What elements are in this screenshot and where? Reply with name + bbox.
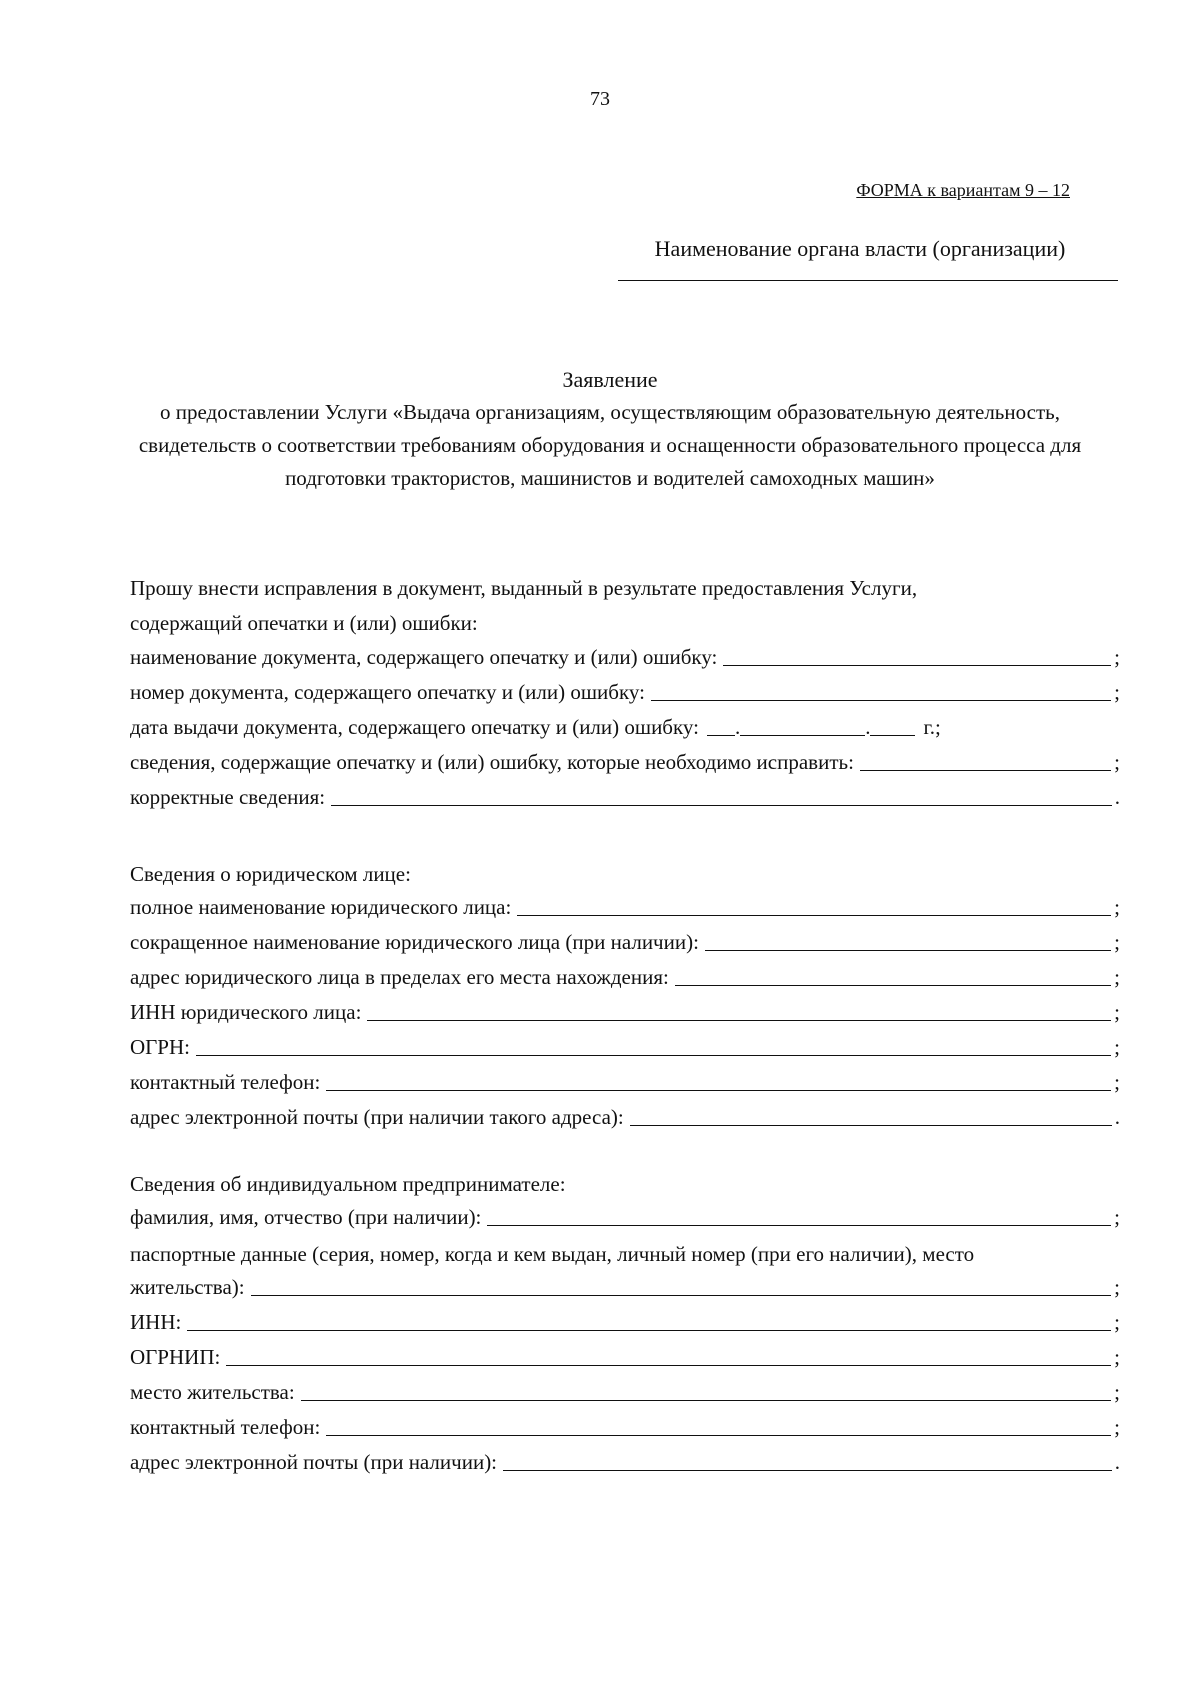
field-end: г.;	[923, 715, 941, 739]
field-ie-phone	[130, 1410, 1120, 1440]
field-le-full-name	[130, 890, 1120, 920]
form-label: ФОРМА к вариантам 9 – 12	[856, 180, 1070, 200]
title-subtitle: о предоставлении Услуги «Выдача организациям, осуществляющим образовательную деятельность, свидетельств о соответствии требованиям оборудования и оснащенности образовательного процесса для подготовки трактористов, машинистов и водителей самоходных машин»	[138, 400, 1082, 490]
field-label: номер документа, содержащего опечатку и (или) ошибку:	[130, 680, 645, 704]
field-input-line[interactable]	[367, 998, 1111, 1021]
title-main: Заявление	[562, 367, 658, 392]
field-input-line[interactable]	[196, 1033, 1111, 1056]
field-label: жительства):	[130, 1275, 245, 1299]
field-label: адрес юридического лица в пределах его места нахождения:	[130, 965, 669, 989]
field-label: ОГРНИП:	[130, 1345, 221, 1369]
field-ie-fio	[130, 1200, 1120, 1230]
field-end: .	[1114, 785, 1120, 809]
field-ie-residence	[130, 1375, 1120, 1405]
field-end: ;	[1114, 1345, 1120, 1369]
field-label: фамилия, имя, отчество (при наличии):	[130, 1205, 482, 1229]
field-input-line[interactable]	[630, 1103, 1112, 1126]
field-end: ;	[1114, 1310, 1120, 1334]
passport-label-line-1: паспортные данные (серия, номер, когда и кем выдан, личный номер (при его наличии), место	[130, 1242, 975, 1266]
field-end: ;	[1114, 895, 1120, 919]
field-end: ;	[1114, 1415, 1120, 1439]
field-label: наименование документа, содержащего опечатку и (или) ошибку:	[130, 645, 718, 669]
field-end: .	[1114, 1105, 1120, 1129]
field-label: сокращенное наименование юридического лица (при наличии):	[130, 930, 699, 954]
field-input-line[interactable]	[487, 1203, 1111, 1226]
entrepreneur-heading: Сведения об индивидуальном предпринимателе:	[130, 1172, 566, 1196]
field-end: ;	[1114, 1275, 1120, 1299]
field-ie-inn	[130, 1305, 1120, 1335]
request-intro-1: Прошу внести исправления в документ, выданный в результате предоставления Услуги,	[130, 576, 918, 600]
field-label: ОГРН:	[130, 1035, 190, 1059]
field-document-number	[130, 675, 1120, 705]
field-label: ИНН юридического лица:	[130, 1000, 362, 1024]
date-day-input[interactable]	[707, 713, 735, 736]
org-name-block	[610, 236, 1110, 281]
field-end: ;	[1114, 930, 1120, 954]
field-end: ;	[1114, 750, 1120, 774]
field-le-phone	[130, 1065, 1120, 1095]
field-input-line[interactable]	[675, 963, 1111, 986]
field-label: сведения, содержащие опечатку и (или) ошибку, которые необходимо исправить:	[130, 750, 854, 774]
field-end: ;	[1114, 1000, 1120, 1024]
org-name-caption: Наименование органа власти (организации)	[654, 236, 1066, 261]
field-input-line[interactable]	[331, 783, 1112, 806]
field-le-ogrn	[130, 1030, 1120, 1060]
date-separator: .	[865, 715, 871, 739]
field-correct-info	[130, 780, 1120, 810]
field-ie-passport	[130, 1270, 1120, 1300]
field-le-short-name	[130, 925, 1120, 955]
field-end: ;	[1114, 1205, 1120, 1229]
field-label: корректные сведения:	[130, 785, 326, 809]
date-separator: .	[734, 715, 741, 739]
field-input-line[interactable]	[326, 1068, 1111, 1091]
field-end: ;	[1114, 1035, 1120, 1059]
field-input-line[interactable]	[503, 1448, 1112, 1471]
field-end: ;	[1114, 1070, 1120, 1094]
org-name-line[interactable]	[618, 280, 1118, 281]
field-label: место жительства:	[130, 1380, 295, 1404]
field-document-name	[130, 640, 1120, 670]
field-end: ;	[1114, 1380, 1120, 1404]
field-issue-date	[130, 710, 1120, 740]
legal-entity-heading: Сведения о юридическом лице:	[130, 862, 411, 886]
field-input-line[interactable]	[251, 1273, 1112, 1296]
field-label: контактный телефон:	[130, 1415, 321, 1439]
field-erroneous-info	[130, 745, 1120, 775]
date-month-input[interactable]	[740, 713, 865, 736]
field-input-line[interactable]	[723, 643, 1111, 666]
field-end: ;	[1114, 645, 1120, 669]
field-input-line[interactable]	[705, 928, 1111, 951]
field-input-line[interactable]	[301, 1378, 1111, 1401]
field-end: .	[1114, 1450, 1120, 1474]
field-input-line[interactable]	[226, 1343, 1111, 1366]
field-label: ИНН:	[130, 1310, 182, 1334]
field-input-line[interactable]	[517, 893, 1111, 916]
field-label: полное наименование юридического лица:	[130, 895, 512, 919]
field-label: адрес электронной почты (при наличии такого адреса):	[130, 1105, 624, 1129]
field-input-line[interactable]	[187, 1308, 1111, 1331]
field-end: ;	[1114, 965, 1120, 989]
date-year-input[interactable]	[870, 713, 915, 736]
field-label: адрес электронной почты (при наличии):	[130, 1450, 498, 1474]
field-ie-ogrnip	[130, 1340, 1120, 1370]
field-input-line[interactable]	[860, 748, 1111, 771]
field-label: контактный телефон:	[130, 1070, 321, 1094]
field-label: дата выдачи документа, содержащего опечатку и (или) ошибку:	[130, 715, 699, 739]
field-input-line[interactable]	[651, 678, 1111, 701]
field-le-email	[130, 1100, 1120, 1130]
field-ie-email	[130, 1445, 1120, 1475]
field-input-line[interactable]	[326, 1413, 1111, 1436]
application-title	[130, 363, 1090, 495]
field-le-address	[130, 960, 1120, 990]
field-end: ;	[1114, 680, 1120, 704]
request-intro-2: содержащий опечатки и (или) ошибки:	[130, 611, 478, 635]
field-le-inn	[130, 995, 1120, 1025]
page-number: 73	[590, 88, 610, 110]
